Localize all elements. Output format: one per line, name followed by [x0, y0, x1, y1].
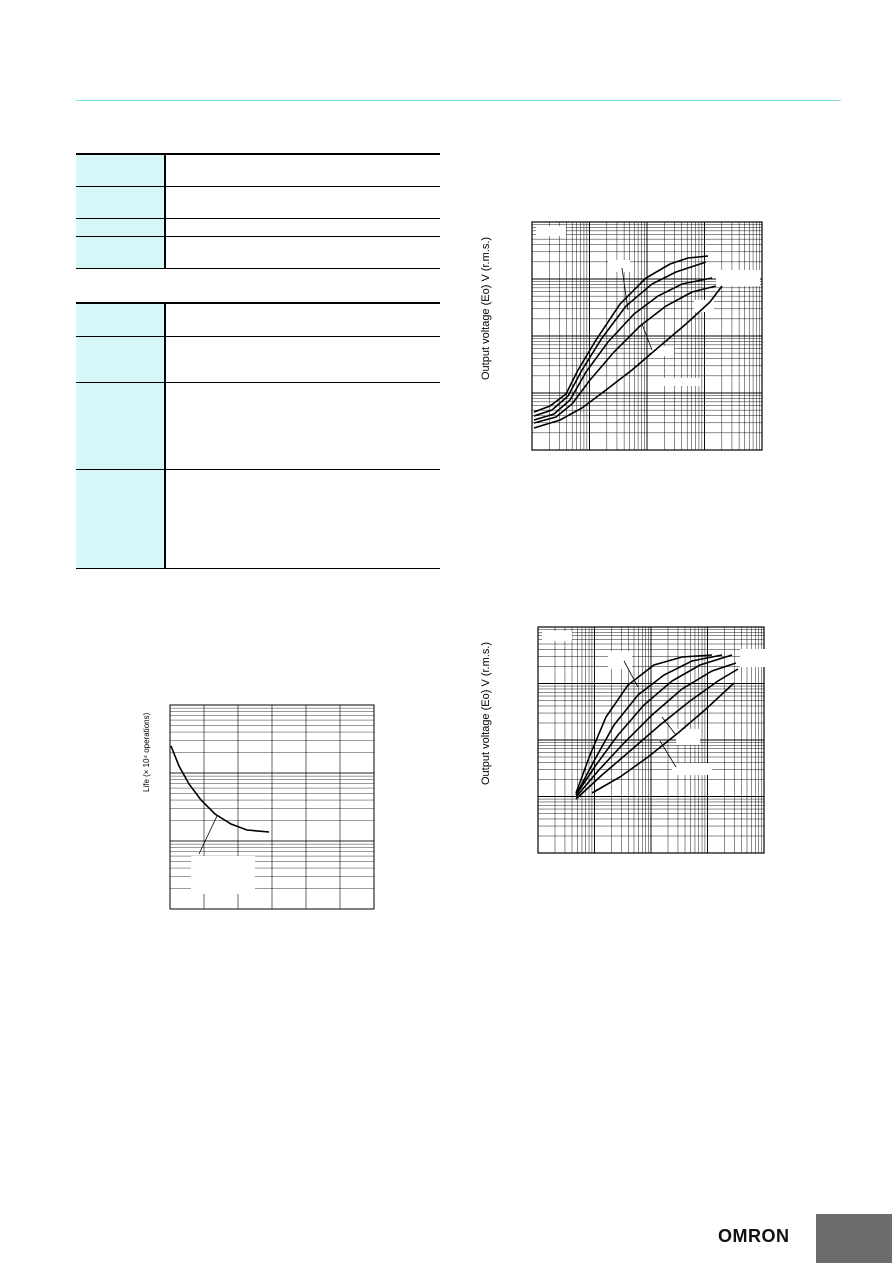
leader-line [622, 268, 628, 310]
spec-row-value [166, 155, 440, 186]
brand-text: OMRON [718, 1226, 790, 1246]
spec-row-value [166, 219, 440, 236]
spec-row-label [76, 187, 166, 218]
spec-row [76, 304, 440, 337]
page-tab [816, 1214, 892, 1263]
life-chart-ylabel: Life (× 10⁴ operations) [142, 712, 151, 792]
output-chart-2 [536, 625, 766, 855]
label-box [191, 856, 255, 894]
output-chart-1-ylabel: Output voltage (Eo) V (r.m.s.) [480, 236, 492, 380]
spec-row [76, 383, 440, 470]
spec-row-value [166, 187, 440, 218]
spec-row-value [166, 470, 440, 568]
output-chart-2-ylabel: Output voltage (Eo) V (r.m.s.) [480, 641, 492, 785]
spec-row-label [76, 383, 166, 469]
spec-row [76, 470, 440, 569]
spec-row-value [166, 304, 440, 336]
spec-row-label [76, 470, 166, 568]
spec-row-label [76, 237, 166, 268]
label-box [716, 270, 760, 286]
label-box [608, 651, 632, 669]
omron-logo [718, 1226, 790, 1247]
label-box [608, 260, 630, 272]
spec-row-value [166, 337, 440, 382]
life-curve [171, 746, 269, 832]
life-chart [169, 704, 375, 910]
spec-table-a [76, 153, 440, 269]
spec-table-b [76, 302, 440, 569]
spec-row-label [76, 219, 166, 236]
spec-row-label [76, 155, 166, 186]
output-curve [592, 683, 734, 793]
spec-row-label [76, 337, 166, 382]
label-box [740, 649, 766, 667]
leader-line [662, 717, 676, 735]
spec-row [76, 187, 440, 219]
spec-row [76, 219, 440, 237]
leader-line [199, 816, 217, 854]
spec-row [76, 155, 440, 187]
spec-row-value [166, 383, 440, 469]
spec-row [76, 237, 440, 269]
output-chart-1 [530, 220, 764, 452]
spec-row-label [76, 304, 166, 336]
label-box [536, 226, 566, 236]
label-box [542, 631, 572, 641]
label-box [660, 378, 700, 386]
header-rule [76, 100, 841, 101]
spec-row [76, 337, 440, 383]
label-box [672, 763, 712, 775]
spec-row-value [166, 237, 440, 268]
